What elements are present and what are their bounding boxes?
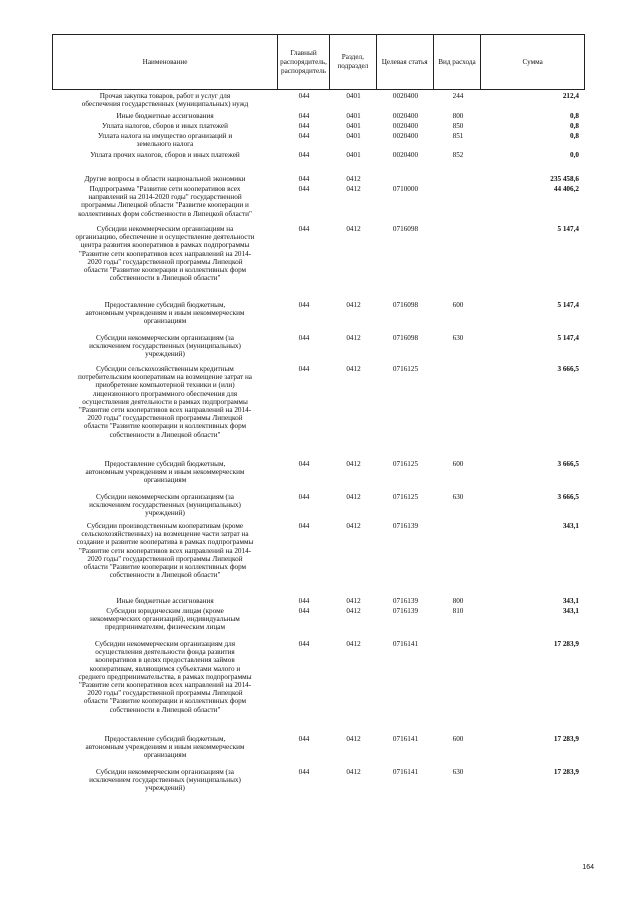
row-chief: 044	[298, 334, 310, 342]
row-section: 0412	[346, 640, 361, 648]
row-sum: 5 147,4	[557, 225, 579, 233]
table-header	[52, 34, 585, 90]
header-chief: Главный распорядитель, распорядитель	[278, 35, 330, 89]
row-section: 0412	[346, 607, 361, 615]
row-chief: 044	[298, 122, 310, 130]
row-sum: 3 666,5	[557, 365, 579, 373]
row-target: 0716098	[392, 225, 419, 233]
row-section: 0412	[346, 493, 361, 501]
row-sum: 44 406,2	[553, 185, 579, 193]
row-target: 0716141	[392, 735, 419, 743]
row-section: 0412	[346, 225, 361, 233]
row-target: 0020400	[392, 112, 419, 120]
row-section: 0412	[346, 175, 361, 183]
row-target: 0716139	[392, 597, 419, 605]
row-chief: 044	[298, 365, 310, 373]
row-chief: 044	[298, 132, 310, 140]
row-section: 0412	[346, 522, 361, 530]
row-expense: 800	[452, 597, 464, 605]
row-section: 0412	[346, 334, 361, 342]
row-name: Субсидии некоммерческим организациям для осуществления деятельности фонда развития кооперативов в целях предоставления займов кооперативам, являющимся субъектами малого и среднего предпринимательства, в рамках подпрограммы "Развитие сети кооперативов всех направлений на 2014- 2020 годы" государственной программы Липецкой области "Развитие кооперации и коллективных форм собственности в Липецкой области"	[78, 640, 252, 714]
row-name: Субсидии производственным кооперативам (кроме сельскохозяйственных) на возмещение части затрат на создание и развитие кооператива в рамках подпрограммы "Развитие сети кооперативов всех направлений на 2014- 2020 годы" государственной программы Липецкой области "Развитие кооперации и коллективных форм собственности в Липецкой области"	[76, 522, 254, 580]
row-section: 0401	[346, 122, 361, 130]
row-chief: 044	[298, 112, 310, 120]
row-name: Субсидии некоммерческим организациям (за исключением государственных (муниципальных) учреждений)	[89, 493, 241, 518]
row-chief: 044	[298, 175, 310, 183]
row-section: 0401	[346, 132, 361, 140]
row-target: 0020400	[392, 151, 419, 159]
row-target: 0710000	[392, 185, 419, 193]
row-target: 0716125	[392, 493, 419, 501]
row-sum: 0,8	[570, 132, 579, 140]
row-sum: 17 283,9	[553, 735, 579, 743]
row-name: Субсидии некоммерческим организациям на организацию, обеспечение и осуществление деятельности центра развития кооперативов в рамках подпрограммы "Развитие сети кооперативов всех направлений на 2014- 2020 годы" государственной программы Липецкой области "Развитие кооперации и коллективных форм собственности в Липецкой области"	[75, 225, 255, 283]
row-sum: 3 666,5	[557, 460, 579, 468]
row-sum: 343,1	[562, 597, 579, 605]
row-sum: 235 458,6	[550, 175, 579, 183]
row-chief: 044	[298, 735, 310, 743]
row-section: 0401	[346, 112, 361, 120]
row-expense: 851	[452, 132, 464, 140]
row-sum: 5 147,4	[557, 301, 579, 309]
row-expense: 600	[452, 301, 464, 309]
row-sum: 3 666,5	[557, 493, 579, 501]
row-target: 0716141	[392, 768, 419, 776]
header-expense: Вид расхода	[434, 35, 482, 89]
header-sum: Сумма	[522, 57, 543, 66]
row-name: Предоставление субсидий бюджетным, автономным учреждениям и иным некоммерческим организациям	[85, 460, 245, 485]
row-chief: 044	[298, 460, 310, 468]
row-name: Уплата прочих налогов, сборов и иных платежей	[90, 151, 240, 159]
row-section: 0412	[346, 185, 361, 193]
row-expense: 630	[452, 493, 464, 501]
row-target: 0716098	[392, 301, 419, 309]
row-sum: 0,0	[570, 151, 579, 159]
row-sum: 343,1	[562, 607, 579, 615]
row-expense: 800	[452, 112, 464, 120]
row-section: 0412	[346, 597, 361, 605]
row-name: Прочая закупка товаров, работ и услуг для обеспечения государственных (муниципальных) нужд	[81, 92, 249, 109]
row-expense: 852	[452, 151, 464, 159]
row-chief: 044	[298, 522, 310, 530]
row-chief: 044	[298, 225, 310, 233]
row-expense: 630	[452, 334, 464, 342]
row-target: 0716098	[392, 334, 419, 342]
header-name: Наименование	[53, 35, 278, 89]
row-chief: 044	[298, 607, 310, 615]
row-sum: 5 147,4	[557, 334, 579, 342]
row-expense: 244	[452, 92, 464, 100]
row-target: 0020400	[392, 132, 419, 140]
row-name: Субсидии некоммерческим организациям (за исключением государственных (муниципальных) учреждений)	[89, 334, 241, 359]
row-name: Иные бюджетные ассигнования	[116, 597, 214, 605]
row-expense: 810	[452, 607, 464, 615]
row-target: 0716139	[392, 607, 419, 615]
row-sum: 17 283,9	[553, 768, 579, 776]
row-section: 0412	[346, 460, 361, 468]
row-section: 0401	[346, 151, 361, 159]
row-expense: 630	[452, 768, 464, 776]
row-chief: 044	[298, 493, 310, 501]
row-section: 0412	[346, 301, 361, 309]
row-chief: 044	[298, 185, 310, 193]
row-name: Субсидии юридическим лицам (кроме некоммерческих организаций), индивидуальным предпринимателям, физическим лицам	[90, 607, 240, 632]
row-target: 0020400	[392, 92, 419, 100]
row-name: Уплата налогов, сборов и иных платежей	[102, 122, 228, 130]
row-section: 0412	[346, 735, 361, 743]
row-name: Субсидии сельскохозяйственным кредитным потребительским кооперативам на возмещение затрат на приобретение компьютерной техники и (или) лицензионного программного обеспечения для осуществления деятельности в рамках подпрограммы "Развитие сети кооперативов всех направлений на 2014- 2020 годы" государственной программы Липецкой области "Развитие кооперации и коллективных форм собственности в Липецкой области"	[78, 365, 252, 439]
row-section: 0401	[346, 92, 361, 100]
row-name: Предоставление субсидий бюджетным, автономным учреждениям и иным некоммерческим организациям	[85, 735, 245, 760]
page-number: 164	[582, 864, 594, 871]
row-sum: 0,8	[570, 112, 579, 120]
row-name: Другие вопросы в области национальной экономики	[84, 175, 246, 183]
header-section: Раздел, подраздел	[330, 35, 377, 89]
row-target: 0716125	[392, 460, 419, 468]
row-section: 0412	[346, 365, 361, 373]
row-target: 0716141	[392, 640, 419, 648]
header-target: Целевая статья	[377, 35, 434, 89]
row-chief: 044	[298, 92, 310, 100]
row-target: 0716139	[392, 522, 419, 530]
row-name: Предоставление субсидий бюджетным, автономным учреждениям и иным некоммерческим организациям	[85, 301, 245, 326]
row-expense: 850	[452, 122, 464, 130]
row-chief: 044	[298, 597, 310, 605]
row-chief: 044	[298, 301, 310, 309]
row-target: 0716125	[392, 365, 419, 373]
row-name: Уплата налога на имущество организаций и земельного налога	[97, 132, 233, 149]
row-name: Субсидии некоммерческим организациям (за исключением государственных (муниципальных) учреждений)	[89, 768, 241, 793]
row-sum: 212,4	[562, 92, 579, 100]
row-sum: 343,1	[562, 522, 579, 530]
row-chief: 044	[298, 768, 310, 776]
row-target: 0020400	[392, 122, 419, 130]
row-chief: 044	[298, 640, 310, 648]
row-sum: 0,8	[570, 122, 579, 130]
row-name: Подпрограмма "Развитие сети кооперативов всех направлений на 2014-2020 годы" государственной программы Липецкой области "Развитие кооперации и коллективных форм собственности в Липецкой области"	[78, 185, 252, 218]
row-chief: 044	[298, 151, 310, 159]
row-sum: 17 283,9	[553, 640, 579, 648]
row-name: Иные бюджетные ассигнования	[116, 112, 214, 120]
row-section: 0412	[346, 768, 361, 776]
row-expense: 600	[452, 460, 464, 468]
row-expense: 600	[452, 735, 464, 743]
